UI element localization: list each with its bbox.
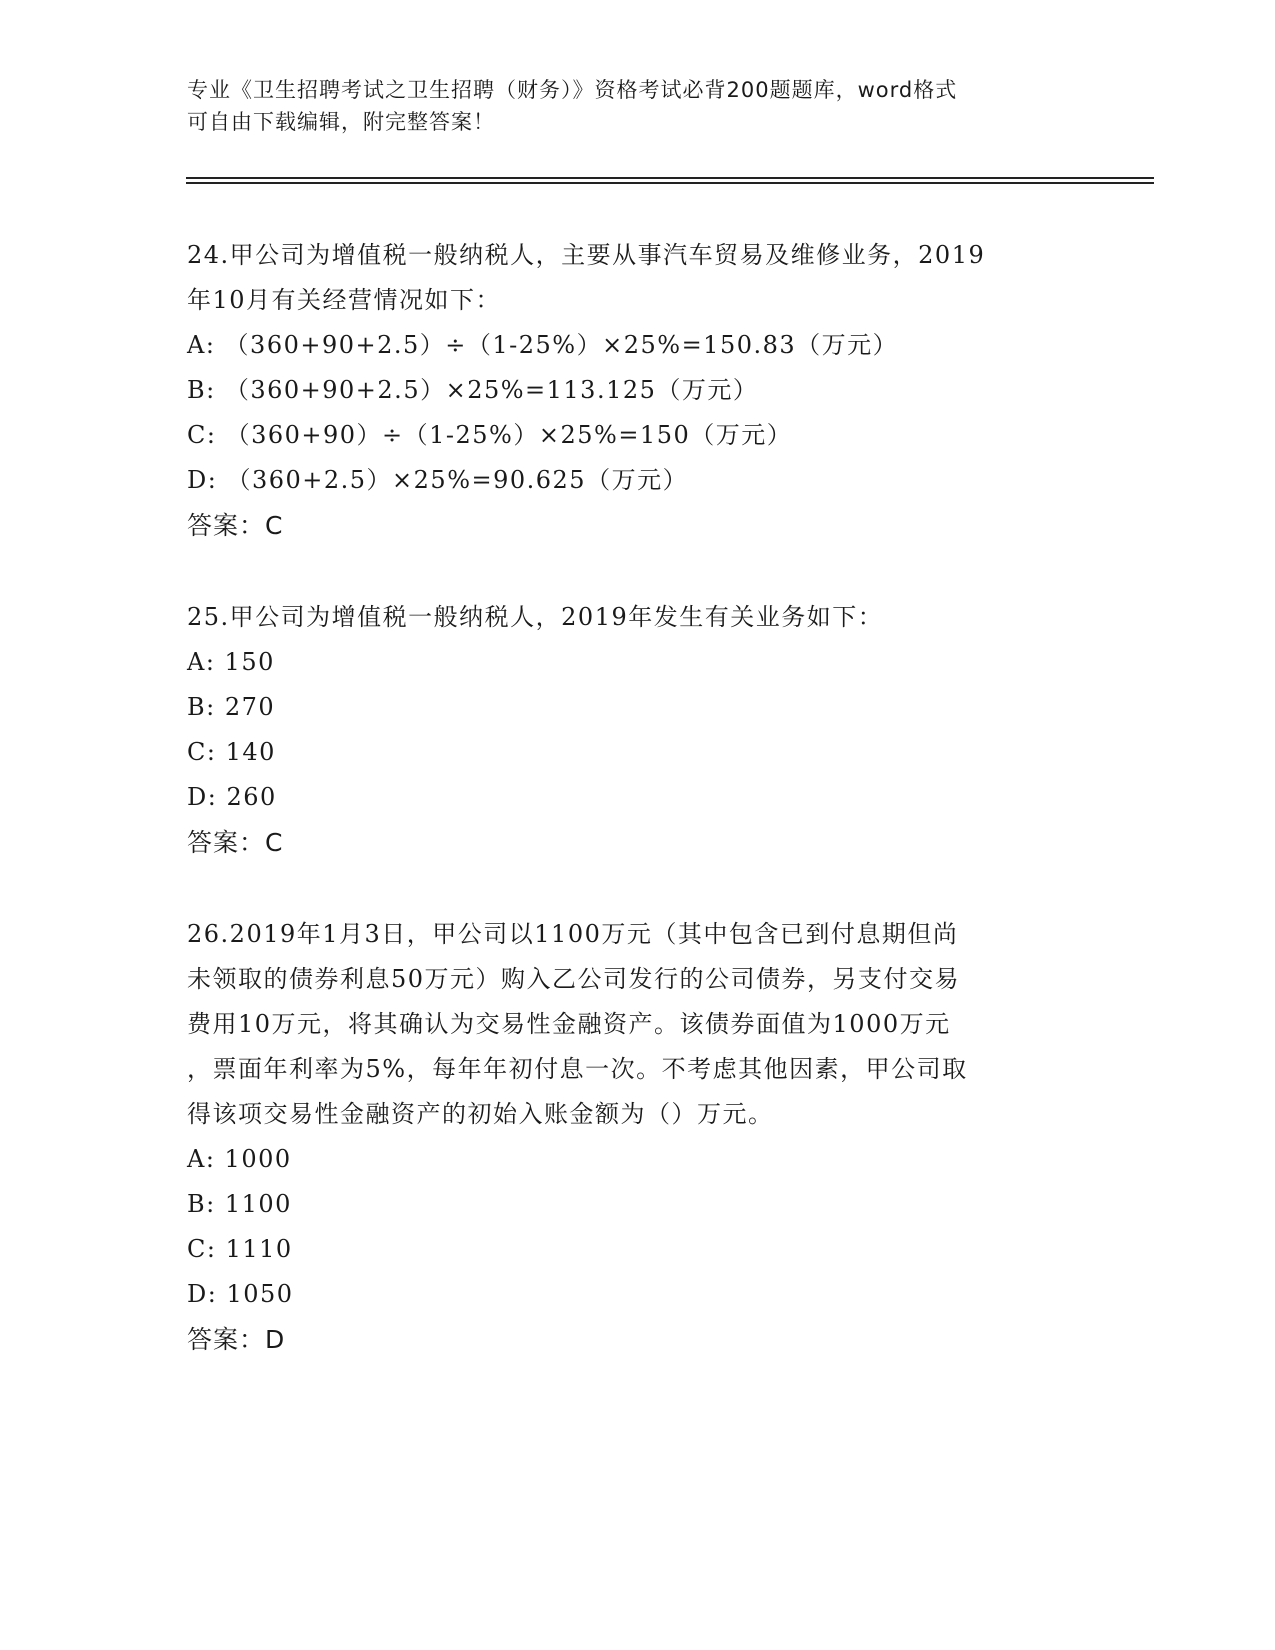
question-text: 26.2019年1月3日，甲公司以1100万元（其中包含已到付息期但尚 (187, 920, 959, 948)
question-26 (187, 912, 1087, 1362)
option-b: B: 270 (187, 693, 276, 721)
header-line: 可自由下载编辑，附完整答案！ (187, 110, 495, 134)
answer-line: 答案：C (187, 511, 284, 540)
option-d: D: （360+2.5）×25%=90.625（万元） (187, 466, 689, 494)
option-d: D: 1050 (187, 1280, 294, 1308)
option-b: B: 1100 (187, 1190, 292, 1218)
document-header (187, 74, 1087, 138)
option-c: C: 1110 (187, 1235, 293, 1263)
question-text: ，票面年利率为5%，每年年初付息一次。不考虑其他因素，甲公司取 (187, 1055, 968, 1083)
question-text: 未领取的债券利息50万元）购入乙公司发行的公司债券，另支付交易 (187, 965, 961, 993)
option-a: A: 1000 (187, 1145, 292, 1173)
question-text: 费用10万元，将其确认为交易性金融资产。该债券面值为1000万元 (187, 1010, 951, 1038)
header-line: 专业《卫生招聘考试之卫生招聘（财务）》资格考试必背200题题库，word格式 (187, 78, 958, 102)
question-25 (187, 595, 1087, 865)
header-divider (186, 177, 1154, 179)
option-c: C: 140 (187, 738, 276, 766)
question-24 (187, 233, 1087, 548)
option-a: A: （360+90+2.5）÷（1-25%）×25%=150.83（万元） (187, 331, 899, 359)
question-list (187, 233, 1087, 1409)
question-text: 年10月有关经营情况如下： (187, 286, 502, 314)
option-d: D: 260 (187, 783, 277, 811)
answer-line: 答案：C (187, 828, 284, 857)
question-text: 25.甲公司为增值税一般纳税人，2019年发生有关业务如下： (187, 603, 884, 631)
header-divider (186, 182, 1154, 184)
answer-line: 答案：D (187, 1325, 286, 1354)
question-text: 24.甲公司为增值税一般纳税人，主要从事汽车贸易及维修业务，2019 (187, 241, 986, 269)
question-text: 得该项交易性金融资产的初始入账金额为（）万元。 (187, 1100, 774, 1128)
option-a: A: 150 (187, 648, 275, 676)
option-b: B: （360+90+2.5）×25%=113.125（万元） (187, 376, 759, 404)
option-c: C: （360+90）÷（1-25%）×25%=150（万元） (187, 421, 793, 449)
